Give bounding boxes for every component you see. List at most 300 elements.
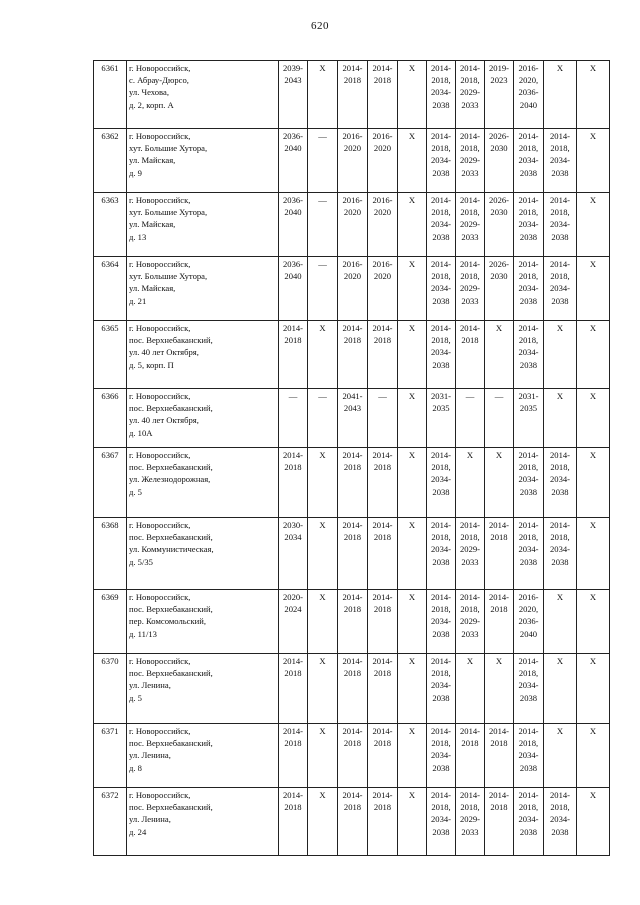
period-line: 2014- xyxy=(518,259,539,269)
period-line: 2033 xyxy=(461,556,479,567)
period-cell xyxy=(577,654,610,724)
table-row xyxy=(94,448,610,518)
table-row xyxy=(94,61,610,129)
period-line: 2016- xyxy=(372,195,393,205)
address-line: ул. Чехова, xyxy=(129,87,169,98)
address-line: г. Новороссийск, xyxy=(129,63,191,73)
period-line: 2014- xyxy=(430,323,452,333)
period-line: 2030- xyxy=(282,520,304,530)
period-line: 2014- xyxy=(342,63,363,73)
period-line: 2016- xyxy=(518,592,539,602)
period-line: 2014- xyxy=(459,790,481,800)
table-row xyxy=(94,257,610,321)
period-line: X xyxy=(589,790,597,800)
period-line: 2018, xyxy=(518,738,539,749)
period-line: 2038 xyxy=(432,231,450,242)
table-row xyxy=(94,193,610,257)
address-line: д. 5/35 xyxy=(129,556,153,567)
period-line: 2034- xyxy=(518,283,539,294)
period-line: — xyxy=(494,391,504,401)
period-line: 2038 xyxy=(432,692,450,703)
address-line: пос. Верхнебаканский, xyxy=(129,802,213,813)
period-cell xyxy=(485,724,514,788)
address-line: пос. Верхнебаканский, xyxy=(129,403,213,414)
period-line: X xyxy=(408,450,416,460)
period-line: 2038 xyxy=(519,167,538,178)
period-line: 2018, xyxy=(460,604,480,615)
period-line: 2018, xyxy=(431,668,451,679)
period-line: 2036- xyxy=(282,195,304,205)
period-line: X xyxy=(319,520,326,530)
period-cell xyxy=(577,129,610,193)
period-line: 2018, xyxy=(518,207,539,218)
address-line: д. 10А xyxy=(129,427,153,438)
address-line: пос. Верхнебаканский, xyxy=(129,738,213,749)
period-line: 2014- xyxy=(488,592,510,602)
period-line: 2018, xyxy=(518,143,539,154)
period-line: 2014- xyxy=(282,790,304,800)
period-line: X xyxy=(408,259,416,269)
period-line: 2018, xyxy=(431,604,451,615)
address-line: д. 2, корп. А xyxy=(129,99,174,110)
period-cell xyxy=(398,448,427,518)
period-line: 2024 xyxy=(284,604,302,615)
period-line: 2026- xyxy=(488,131,510,141)
table-row xyxy=(94,389,610,448)
period-line: X xyxy=(319,656,326,666)
period-cell xyxy=(544,518,577,590)
period-line: 2018 xyxy=(343,802,362,813)
period-cell xyxy=(368,193,398,257)
address-line: д. 5 xyxy=(129,692,142,703)
period-line: 2018, xyxy=(431,738,451,749)
address-line: г. Новороссийск, xyxy=(129,391,191,401)
period-cell xyxy=(577,257,610,321)
period-line: 2018 xyxy=(373,802,392,813)
period-cell xyxy=(456,389,485,448)
period-line: X xyxy=(319,63,326,73)
period-line: X xyxy=(466,656,474,666)
period-cell xyxy=(456,61,485,129)
period-line: X xyxy=(319,323,326,333)
period-line: 2034- xyxy=(518,544,539,555)
period-cell xyxy=(514,590,544,654)
period-line: 2029- xyxy=(459,155,481,166)
period-cell xyxy=(485,788,514,856)
period-line: X xyxy=(408,520,416,530)
period-line: 2014- xyxy=(518,450,539,460)
row-number-cell: 6372 xyxy=(94,788,127,856)
period-line: X xyxy=(589,391,597,401)
period-line: 2018 xyxy=(490,532,508,543)
period-line: 2014- xyxy=(549,259,571,269)
address-line: д. 5, корп. П xyxy=(129,359,174,370)
period-line: 2014- xyxy=(342,450,363,460)
period-cell xyxy=(456,448,485,518)
period-line: 2014- xyxy=(342,592,363,602)
period-line: 2014- xyxy=(372,592,393,602)
period-line: 2014- xyxy=(459,323,481,333)
period-line: 2014- xyxy=(372,63,393,73)
period-cell xyxy=(368,518,398,590)
period-line: 2034- xyxy=(549,814,571,825)
period-line: 2014- xyxy=(342,520,363,530)
address-line: ул. Коммунистическая, xyxy=(129,544,214,555)
period-line: 2014- xyxy=(459,726,481,736)
period-line: 2018 xyxy=(284,802,302,813)
address-line: г. Новороссийск, xyxy=(129,131,191,141)
period-cell xyxy=(544,590,577,654)
period-cell xyxy=(338,788,368,856)
period-line: 2034- xyxy=(549,544,571,555)
period-cell xyxy=(368,389,398,448)
address-line: д. 24 xyxy=(129,826,147,837)
period-cell xyxy=(308,590,338,654)
table-row xyxy=(94,788,610,856)
period-line: 2020 xyxy=(343,143,362,154)
period-cell xyxy=(485,193,514,257)
period-cell xyxy=(485,129,514,193)
period-cell xyxy=(514,193,544,257)
period-cell xyxy=(398,193,427,257)
period-line: 2040 xyxy=(284,143,302,154)
period-line: 2029- xyxy=(459,544,481,555)
period-cell xyxy=(514,129,544,193)
period-line: 2014- xyxy=(459,520,481,530)
period-cell xyxy=(308,724,338,788)
period-line: 2020 xyxy=(373,143,392,154)
period-line: 2014- xyxy=(372,790,393,800)
period-cell xyxy=(338,321,368,389)
period-cell xyxy=(427,129,456,193)
period-line: X xyxy=(408,391,416,401)
period-line: — xyxy=(318,259,327,269)
period-cell xyxy=(308,61,338,129)
period-line: 2038 xyxy=(432,486,450,497)
period-cell xyxy=(279,321,308,389)
period-cell xyxy=(456,129,485,193)
period-cell xyxy=(514,321,544,389)
period-line: 2014- xyxy=(430,790,452,800)
period-cell xyxy=(514,518,544,590)
period-line: 2016- xyxy=(372,259,393,269)
period-line: X xyxy=(556,656,564,666)
period-line: 2034- xyxy=(518,219,539,230)
period-cell xyxy=(427,61,456,129)
period-cell xyxy=(514,724,544,788)
period-cell xyxy=(398,654,427,724)
period-line: 2034- xyxy=(518,474,539,485)
period-cell xyxy=(368,61,398,129)
period-line: 2030 xyxy=(490,207,508,218)
period-line: 2014- xyxy=(372,520,393,530)
period-line: 2034- xyxy=(430,155,452,166)
period-cell xyxy=(368,448,398,518)
period-line: 2034- xyxy=(430,544,452,555)
period-cell xyxy=(514,257,544,321)
period-line: 2018 xyxy=(284,462,302,473)
period-line: 2014- xyxy=(518,656,539,666)
period-line: X xyxy=(495,450,503,460)
period-line: 2014- xyxy=(549,450,571,460)
period-cell xyxy=(544,129,577,193)
period-line: 2014- xyxy=(430,520,452,530)
period-line: 2034- xyxy=(430,814,452,825)
address-line: пер. Комсомольский, xyxy=(129,616,206,627)
period-line: 2040 xyxy=(284,207,302,218)
period-line: 2030 xyxy=(490,271,508,282)
period-line: 2014- xyxy=(342,323,363,333)
period-cell xyxy=(368,257,398,321)
table-row xyxy=(94,129,610,193)
period-line: 2018 xyxy=(343,532,362,543)
period-line: 2014- xyxy=(488,520,510,530)
period-cell xyxy=(427,518,456,590)
period-cell xyxy=(368,321,398,389)
address-cell xyxy=(127,654,279,724)
address-line: д. 5 xyxy=(129,486,142,497)
period-line: 2018, xyxy=(460,532,480,543)
period-line: 2018, xyxy=(460,143,480,154)
period-cell xyxy=(456,788,485,856)
period-line: — xyxy=(318,195,327,205)
period-line: 2034- xyxy=(549,219,571,230)
period-cell xyxy=(398,788,427,856)
period-line: X xyxy=(589,195,597,205)
period-line: 2034- xyxy=(430,616,452,627)
period-line: 2034- xyxy=(518,814,539,825)
address-cell xyxy=(127,788,279,856)
period-cell xyxy=(279,129,308,193)
row-number-cell: 6363 xyxy=(94,193,127,257)
period-line: 2014- xyxy=(430,259,452,269)
period-cell xyxy=(279,590,308,654)
period-line: — xyxy=(318,131,327,141)
row-number-cell: 6361 xyxy=(94,61,127,129)
period-line: X xyxy=(589,450,597,460)
address-line: д. 21 xyxy=(129,295,147,306)
period-cell xyxy=(338,590,368,654)
period-cell xyxy=(456,724,485,788)
period-line: 2031- xyxy=(518,391,539,401)
period-line: 2014- xyxy=(459,592,481,602)
period-line: 2014- xyxy=(430,131,452,141)
period-cell xyxy=(308,389,338,448)
period-cell xyxy=(544,257,577,321)
period-line: X xyxy=(408,195,416,205)
period-cell xyxy=(577,724,610,788)
address-line: пос. Верхнебаканский, xyxy=(129,604,213,615)
period-line: 2018, xyxy=(431,75,451,86)
period-cell xyxy=(427,257,456,321)
row-number-cell: 6362 xyxy=(94,129,127,193)
period-line: 2034- xyxy=(518,347,539,358)
address-line: ул. Майская, xyxy=(129,155,176,166)
period-cell xyxy=(279,257,308,321)
period-cell xyxy=(544,193,577,257)
period-line: 2038 xyxy=(551,486,569,497)
address-line: ул. Ленина, xyxy=(129,750,171,761)
period-line: X xyxy=(556,726,564,736)
period-line: 2038 xyxy=(519,231,538,242)
period-line: X xyxy=(556,391,564,401)
period-line: 2014- xyxy=(430,656,452,666)
period-line: 2018, xyxy=(550,143,570,154)
period-line: 2038 xyxy=(432,99,450,110)
period-line: X xyxy=(495,323,503,333)
period-cell xyxy=(308,321,338,389)
period-line: 2034- xyxy=(430,219,452,230)
period-cell xyxy=(577,590,610,654)
period-cell xyxy=(514,61,544,129)
period-line: 2014- xyxy=(459,131,481,141)
period-line: 2019- xyxy=(488,63,510,73)
period-line: 2018 xyxy=(284,668,302,679)
period-line: 2018 xyxy=(284,335,302,346)
period-line: 2018 xyxy=(373,604,392,615)
address-line: хут. Большие Хутора, xyxy=(129,143,208,154)
period-cell xyxy=(456,257,485,321)
period-cell xyxy=(338,257,368,321)
period-line: 2020 xyxy=(343,271,362,282)
period-line: 2014- xyxy=(430,63,452,73)
period-cell xyxy=(485,448,514,518)
period-line: 2038 xyxy=(551,231,569,242)
period-line: X xyxy=(556,63,564,73)
period-line: 2034- xyxy=(430,680,452,691)
period-cell xyxy=(279,389,308,448)
period-line: 2018 xyxy=(490,604,508,615)
address-line: ул. Ленина, xyxy=(129,680,171,691)
table-row xyxy=(94,654,610,724)
period-cell xyxy=(456,654,485,724)
address-cell xyxy=(127,448,279,518)
period-cell xyxy=(544,724,577,788)
period-cell xyxy=(427,448,456,518)
period-line: X xyxy=(556,323,564,333)
period-line: — xyxy=(465,391,475,401)
period-cell xyxy=(279,788,308,856)
period-line: 2018 xyxy=(284,738,302,749)
period-cell xyxy=(398,61,427,129)
period-line: 2014- xyxy=(518,726,539,736)
address-cell xyxy=(127,389,279,448)
period-line: 2014- xyxy=(282,323,304,333)
period-line: 2016- xyxy=(342,131,363,141)
period-cell xyxy=(577,61,610,129)
period-line: 2040 xyxy=(284,271,302,282)
period-line: X xyxy=(408,63,416,73)
address-line: г. Новороссийск, xyxy=(129,520,191,530)
period-line: 2014- xyxy=(342,726,363,736)
period-line: 2014- xyxy=(518,131,539,141)
row-number-cell: 6367 xyxy=(94,448,127,518)
period-line: 2034- xyxy=(549,155,571,166)
period-line: 2033 xyxy=(461,826,479,837)
period-line: 2034- xyxy=(430,283,452,294)
period-line: X xyxy=(319,592,326,602)
page-number: 620 xyxy=(311,20,329,32)
period-line: X xyxy=(319,450,326,460)
period-cell xyxy=(308,448,338,518)
period-cell xyxy=(514,788,544,856)
period-line: 2018, xyxy=(431,532,451,543)
period-line: 2034- xyxy=(430,87,452,98)
period-cell xyxy=(544,61,577,129)
period-line: 2018 xyxy=(343,738,362,749)
period-line: 2033 xyxy=(461,295,479,306)
period-cell xyxy=(456,193,485,257)
period-cell xyxy=(577,321,610,389)
address-line: ул. Майская, xyxy=(129,219,176,230)
period-line: — xyxy=(318,391,327,401)
period-line: 2014- xyxy=(518,520,539,530)
period-line: 2016- xyxy=(518,63,539,73)
period-cell xyxy=(427,321,456,389)
period-line: 2038 xyxy=(432,167,450,178)
address-cell xyxy=(127,518,279,590)
period-cell xyxy=(398,321,427,389)
period-line: 2014- xyxy=(549,520,571,530)
period-cell xyxy=(398,129,427,193)
period-line: 2038 xyxy=(519,295,538,306)
address-line: г. Новороссийск, xyxy=(129,656,191,666)
table-row xyxy=(94,724,610,788)
period-line: 2018 xyxy=(343,462,362,473)
period-line: 2014- xyxy=(342,656,363,666)
period-line: 2038 xyxy=(519,359,538,370)
period-line: 2038 xyxy=(432,556,450,567)
period-cell xyxy=(577,389,610,448)
period-cell xyxy=(308,654,338,724)
address-line: пос. Верхнебаканский, xyxy=(129,532,213,543)
period-cell xyxy=(427,724,456,788)
period-line: 2018 xyxy=(373,335,392,346)
period-line: 2014- xyxy=(282,726,304,736)
period-line: X xyxy=(319,790,326,800)
period-cell xyxy=(368,788,398,856)
period-line: 2036- xyxy=(282,259,304,269)
period-line: 2038 xyxy=(551,556,569,567)
period-line: 2018, xyxy=(431,271,451,282)
period-line: 2018, xyxy=(460,75,480,86)
period-line: 2018, xyxy=(460,802,480,813)
period-cell xyxy=(485,389,514,448)
period-line: 2026- xyxy=(488,195,510,205)
period-cell xyxy=(514,654,544,724)
period-line: 2014- xyxy=(372,323,393,333)
address-line: д. 8 xyxy=(129,762,142,773)
period-line: 2014- xyxy=(459,195,481,205)
period-cell xyxy=(544,321,577,389)
period-line: 2018, xyxy=(431,462,451,473)
period-line: 2016- xyxy=(372,131,393,141)
table-row xyxy=(94,590,610,654)
period-line: 2018 xyxy=(373,462,392,473)
period-line: 2038 xyxy=(432,295,450,306)
period-line: 2018, xyxy=(518,271,539,282)
period-line: X xyxy=(495,656,503,666)
period-line: 2014- xyxy=(430,195,452,205)
period-line: 2018, xyxy=(518,668,539,679)
period-line: 2014- xyxy=(549,131,571,141)
period-line: 2018, xyxy=(550,271,570,282)
period-line: 2014- xyxy=(459,63,481,73)
period-cell xyxy=(368,654,398,724)
address-line: г. Новороссийск, xyxy=(129,450,191,460)
period-line: X xyxy=(589,520,597,530)
period-line: 2038 xyxy=(432,826,450,837)
